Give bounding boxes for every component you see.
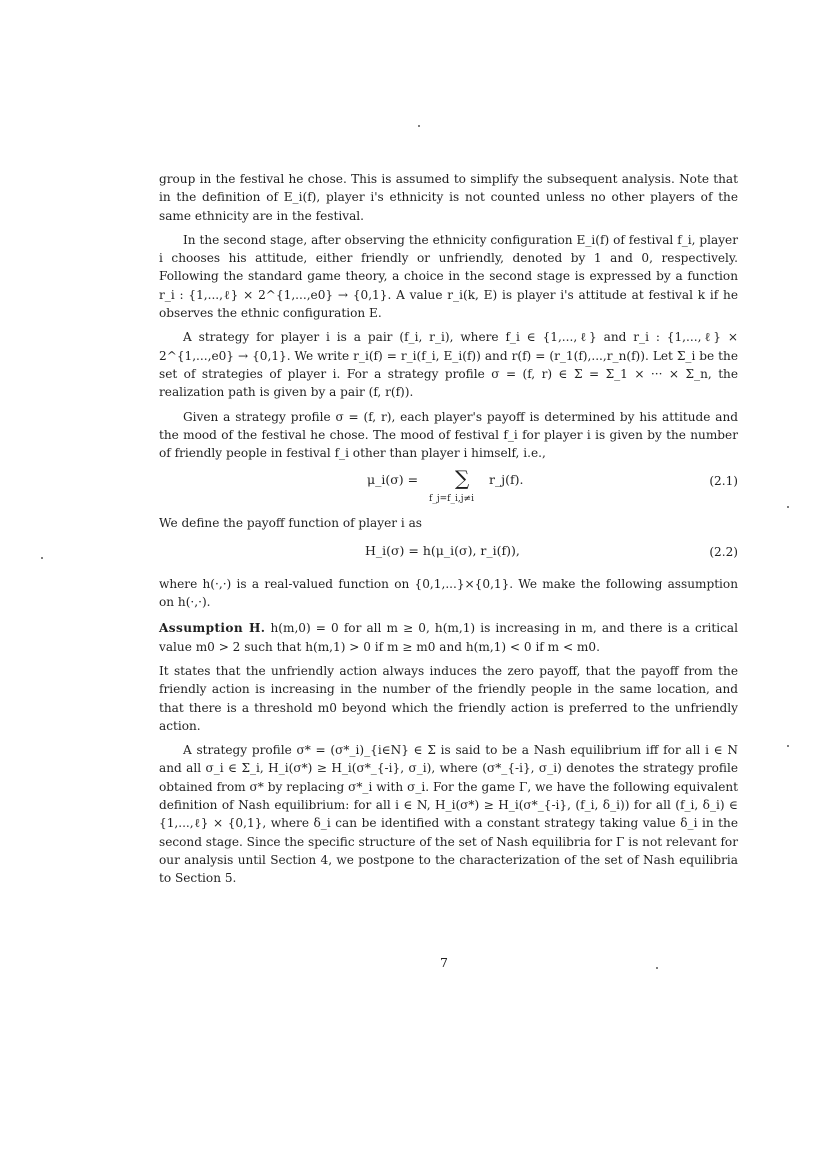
paragraph-4: Given a strategy profile σ = (f, r), each player's payoff is determined by his attitude and the mood of the festival he chose. The mood of festival f_i for player i is given by the number of friendly people in festival f_i other than player i himself, i.e., <box>159 409 738 461</box>
page-number: 7 <box>440 955 448 970</box>
eq2-number: (2.2) <box>709 544 738 559</box>
eq1-sum-symbol: ∑ <box>455 466 470 491</box>
paragraph-5: We define the payoff function of player i as <box>159 516 422 531</box>
paragraph-6: where h(·,·) is a real-valued function on {0,1,...}×{0,1}. We make the following assumption on h(·,·). <box>159 576 738 610</box>
paragraph-7: It states that the unfriendly action always induces the zero payoff, that the payoff from the friendly action is increasing in the number of the friendly people in the same location, and that there is a threshold m0 beyond which the friendly action is preferred to the unfriendly action. <box>159 663 738 733</box>
scan-speck <box>41 557 43 559</box>
scan-speck <box>418 125 420 127</box>
assumption-text: h(m,0) = 0 for all m ≥ 0, h(m,1) is increasing in m, and there is a critical value m0 > 2 such that h(m,1) > 0 if m ≥ m0 and h(m,1) < 0 if m < m0. <box>159 621 738 654</box>
paragraph-2: In the second stage, after observing the ethnicity configuration E_i(f) of festival f_i, player i chooses his attitude, either friendly or unfriendly, denoted by 1 and 0, respectively. Following the standard game theory, a choice in the second stage is expressed by a function r_i : {1,...,ℓ} × 2^{1,...,e0} → {0,1}. A value r_i(k, E) is player i's attitude at festival k if he observes the ethnic configuration E. <box>159 232 738 321</box>
eq1-lhs: μ_i(σ) = <box>367 472 419 488</box>
eq1-rhs: r_j(f). <box>489 472 524 488</box>
scan-speck <box>787 506 789 508</box>
assumption-label: Assumption H. <box>159 621 266 636</box>
paragraph-1: group in the festival he chose. This is assumed to simplify the subsequent analysis. Note that in the definition of E_i(f), player i's ethnicity is not counted unless no other players of the same ethnicity are in the festival. <box>159 172 738 223</box>
equation-2-1 <box>159 468 738 508</box>
eq2-body: H_i(σ) = h(μ_i(σ), r_i(f)), <box>365 542 520 558</box>
paragraph-3: A strategy for player i is a pair (f_i, r_i), where f_i ∈ {1,...,ℓ} and r_i : {1,...,ℓ} × 2^{1,...,e0} → {0,1}. We write r_i(f) = r_i(f_i, E_i(f)) and r(f) = (r_1(f),...,r_n(f)). Let Σ_i be the set of strategies of player i. For a strategy profile σ = (f, r) ∈ Σ = Σ_1 × ··· × Σ_n, the realization path is given by a pair (f, r(f)). <box>159 330 738 400</box>
assumption-h <box>159 619 738 656</box>
scan-speck <box>787 745 789 747</box>
paragraph-8: A strategy profile σ* = (σ*_i)_{i∈N} ∈ Σ is said to be a Nash equilibrium iff for all i ∈ N and all σ_i ∈ Σ_i, H_i(σ*) ≥ H_i(σ*_{-i}, σ_i), where (σ*_{-i}, σ_i) denotes the strategy profile obtained from σ* by replacing σ*_i with σ_i. For the game Γ, we have the following equivalent definition of Nash equilibrium: for all i ∈ N, H_i(σ*) ≥ H_i(σ*_{-i}, (f_i, δ_i)) for all (f_i, δ_i) ∈ {1,...,ℓ} × {0,1}, where δ_i can be identified with a constant strategy taking value δ_i in the second stage. Since the specific structure of the set of Nash equilibria for Γ is not relevant for our analysis until Section 4, we postpone to the characterization of the set of Nash equilibria to Section 5. <box>159 743 738 886</box>
page-body <box>159 170 738 894</box>
scan-speck <box>656 967 658 969</box>
eq1-number: (2.1) <box>709 474 738 489</box>
equation-2-2 <box>159 539 738 569</box>
eq1-subscript: f_j=f_i,j≠i <box>429 494 474 505</box>
